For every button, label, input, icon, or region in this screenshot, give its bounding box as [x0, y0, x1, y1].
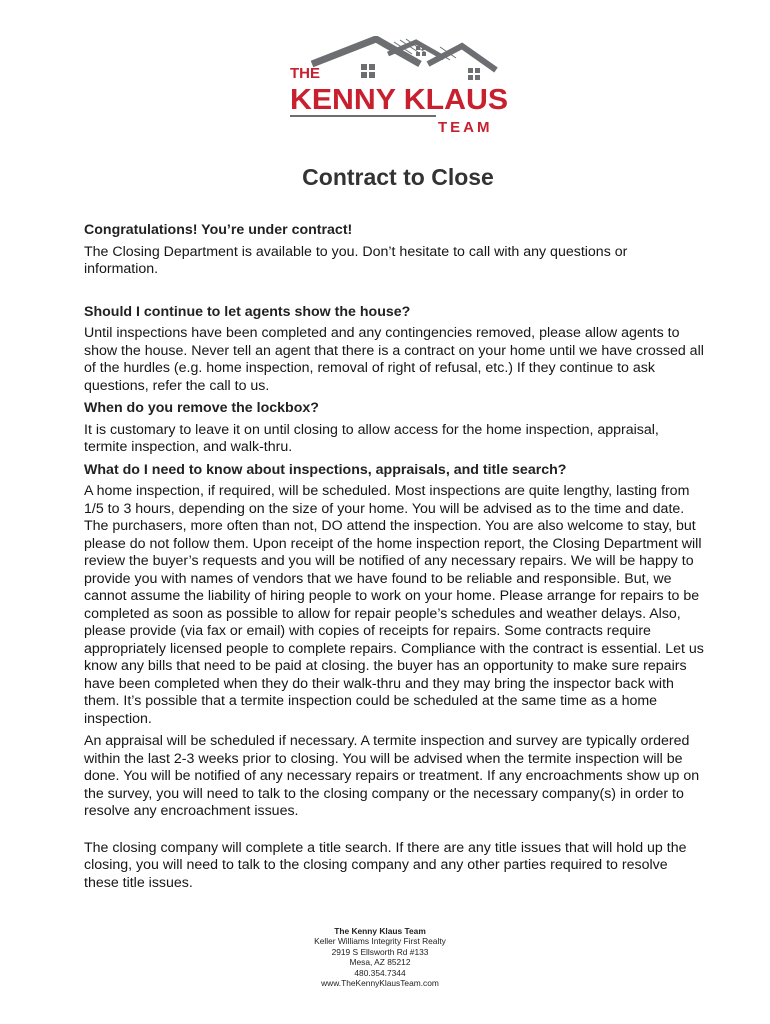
showing-heading: Should I continue to let agents show the house? [84, 303, 411, 320]
lockbox-text: It is customary to leave it on until closing to allow access for the home inspection, appraisal, termite inspection, and walk-thru. [84, 421, 659, 455]
intro-heading: Congratulations! You’re under contract! [84, 222, 353, 238]
inspections-text: A home inspection, if required, will be scheduled. Most inspections are quite lengthy, lasting from 1/5 to 3 hours, depending on the size of your home. You will be advised as to the time and date. The purchasers, more often than not, DO attend the inspection. You are also welcome to stay, but please do not follow them. Upon receipt of the home inspection report, the Closing Department will review the buyer’s requests and you will be notified of any necessary repairs. We will be happy to provide you with names of vendors that we have found to be reliable and responsible. But, we cannot assume the liability of hiring people to work on your home. Please arrange for repairs to be completed as soon as possible to allow for repair people’s schedules and weather delays. Also, please provide (via fax or email) with copies of receipts for repairs. Some contracts require appropriately licensed people to complete repairs. Compliance with the contract is essential. Let us know any bills that need to be paid at closing. the buyer has an opportunity to make sure repairs have been completed when they do their walk-thru and they may bring the inspector back with them. It’s possible that a termite inspection could be scheduled at the same time as a home inspection. [84, 483, 704, 727]
footer-team: The Kenny Klaus Team [334, 926, 426, 936]
window-icon [361, 64, 375, 78]
logo-team: TEAM [438, 119, 493, 136]
footer-street: 2919 S Ellsworth Rd #133 [331, 946, 429, 957]
intro-text: The Closing Department is available to you. Don’t hesitate to call with any questions or information. [84, 243, 628, 277]
footer-city: Mesa, AZ 85212 [349, 957, 411, 968]
document-body [84, 222, 704, 897]
lockbox-heading: When do you remove the lockbox? [84, 400, 319, 416]
window-icon [468, 68, 480, 80]
inspections-heading: What do I need to know about inspections, appraisals, and title search? [84, 461, 567, 478]
footer-contact [250, 926, 510, 988]
title-search-text: The closing company will complete a title search. If there are any title issues that will hold up the closing, you will need to talk to the closing company and any other parties required to resolve these title issues. [84, 839, 687, 891]
appraisal-text: An appraisal will be scheduled if necessary. A termite inspection and survey are typically ordered within the last 2-3 weeks prior to closing. You will be advised when the termite inspection will be done. You will be notified of any necessary repairs or treatment. If any encroachments show up on the survey, you will need to talk to the closing company or the necessary company(s) in order to resolve any encroachment issues. [84, 733, 700, 819]
logo-the: THE [290, 65, 320, 82]
page-title: Contract to Close [302, 164, 494, 190]
footer-brokerage: Keller Williams Integrity First Realty [314, 936, 446, 947]
showing-text: Until inspections have been completed and any contingencies removed, please allow agents to show the house. Never tell an agent that there is a contract on your home until we have crossed all of the hurdles (e.g. home inspection, removal of right of refusal, etc.) If they continue to ask questions, refer the call to us. [84, 325, 704, 394]
logo-graphic [288, 36, 512, 136]
footer-phone: 480.354.7344 [354, 967, 406, 978]
logo-name: KENNY KLAUS [290, 84, 508, 116]
kenny-klaus-team-logo [288, 36, 512, 136]
footer-website[interactable]: www.TheKennyKlausTeam.com [321, 978, 439, 989]
roof-right-icon [428, 46, 496, 70]
